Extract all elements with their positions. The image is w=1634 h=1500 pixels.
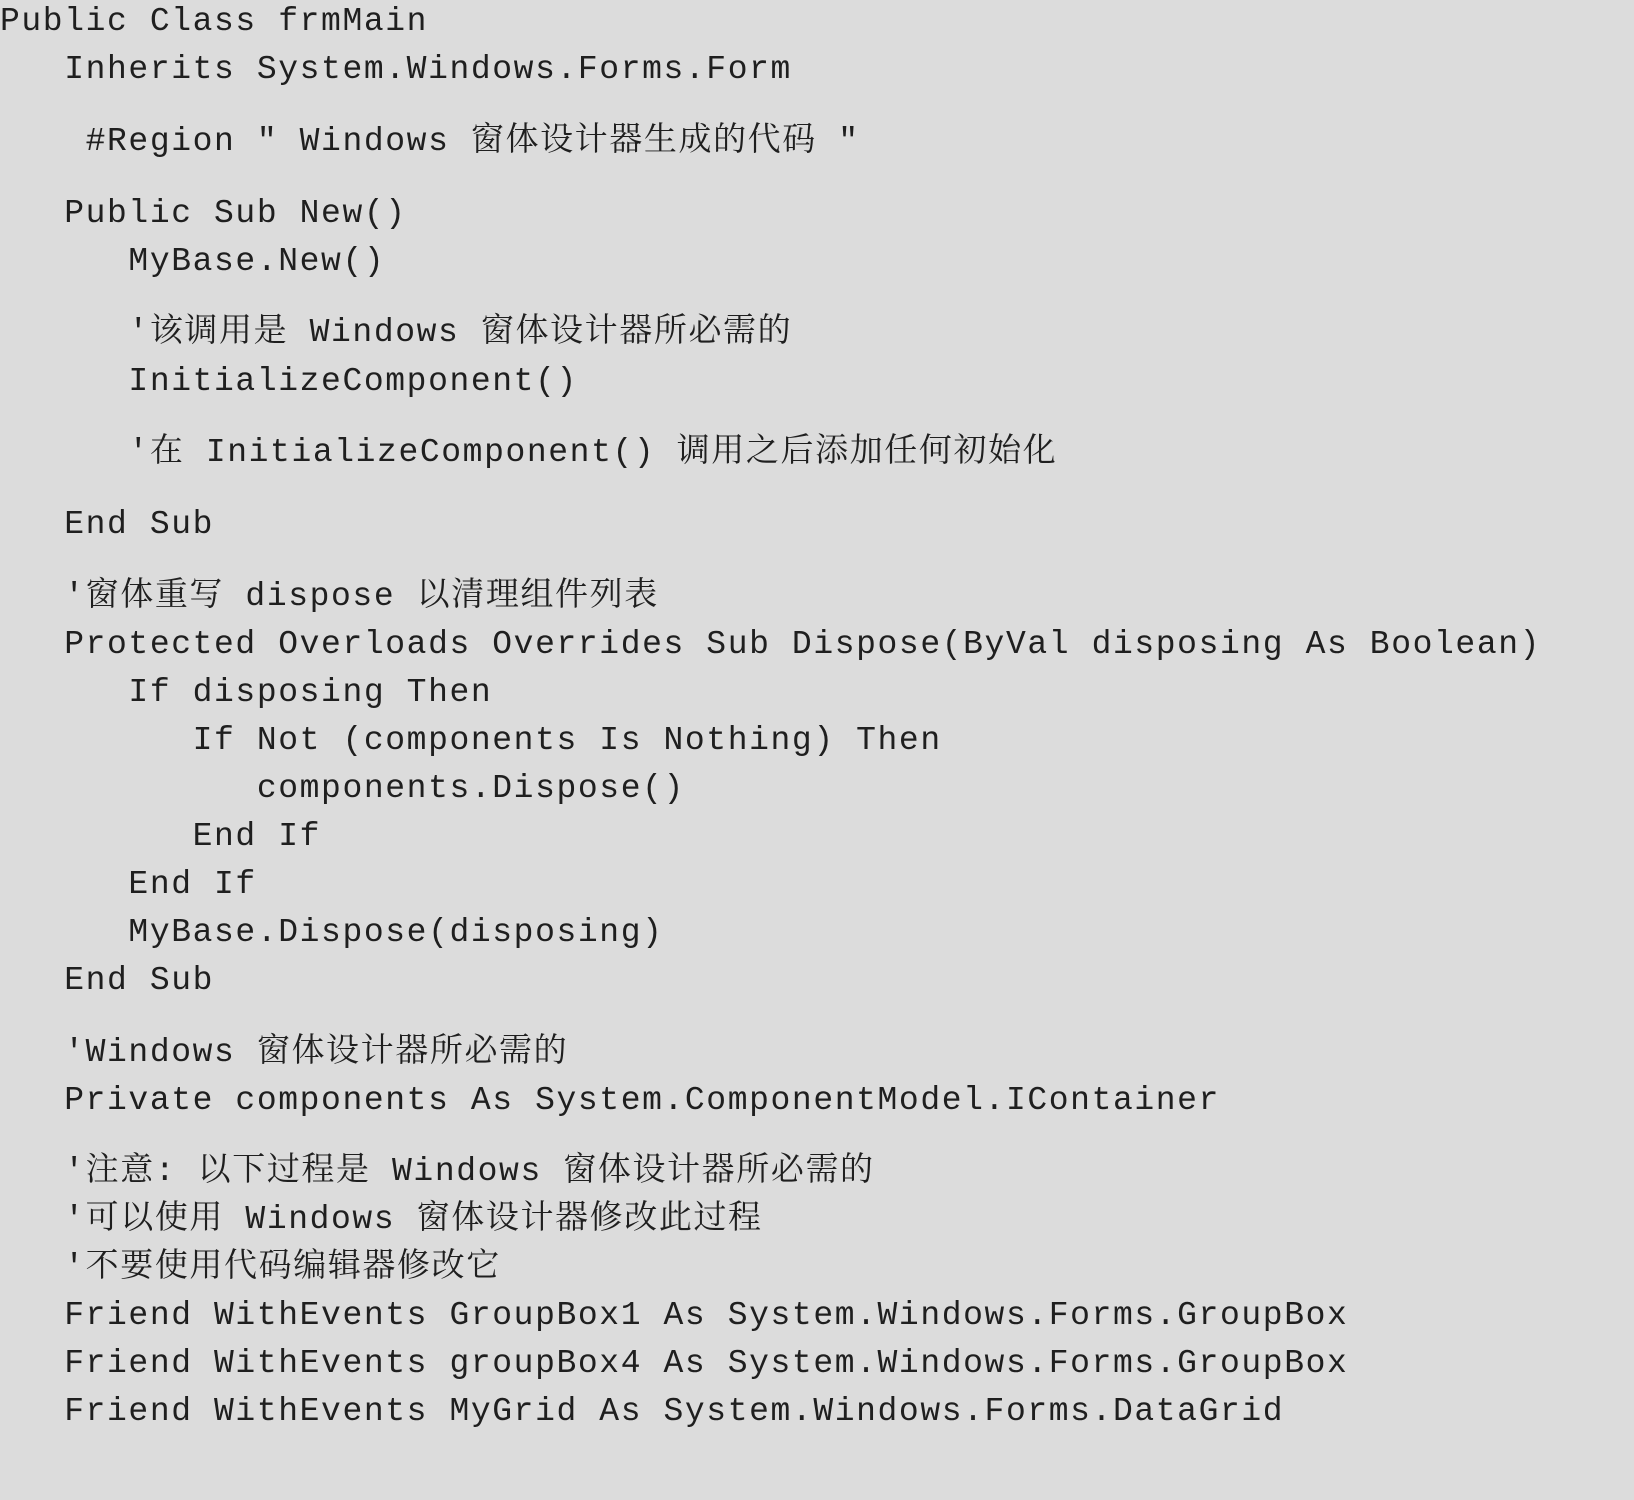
- code-line-11: Protected Overloads Overrides Sub Dispose(ByVal disposing As Boolean): [0, 626, 1542, 663]
- code-line-1: Public Class frmMain: [0, 3, 429, 40]
- code-line-18: End Sub: [0, 962, 215, 999]
- code-line-14: components.Dispose(): [0, 770, 685, 807]
- code-line-23: '不要使用代码编辑器修改它: [0, 1249, 501, 1286]
- code-line-6: '该调用是 Windows 窗体设计器所必需的: [0, 314, 793, 351]
- code-line-4: Public Sub New(): [0, 195, 407, 232]
- code-line-2: Inherits System.Windows.Forms.Form: [0, 51, 792, 88]
- code-line-13: If Not (components Is Nothing) Then: [0, 722, 942, 759]
- code-line-5: MyBase.New(): [0, 243, 386, 280]
- code-line-8: '在 InitializeComponent() 调用之后添加任何初始化: [0, 434, 1058, 471]
- code-line-20: Private components As System.ComponentModel.IContainer: [0, 1082, 1220, 1119]
- code-line-24: Friend WithEvents GroupBox1 As System.Windows.Forms.GroupBox: [0, 1297, 1349, 1334]
- code-line-17: MyBase.Dispose(disposing): [0, 914, 664, 951]
- code-line-25: Friend WithEvents groupBox4 As System.Windows.Forms.GroupBox: [0, 1345, 1349, 1382]
- code-line-22: '可以使用 Windows 窗体设计器修改此过程: [0, 1201, 763, 1238]
- code-line-12: If disposing Then: [0, 674, 493, 711]
- code-line-10: '窗体重写 dispose 以清理组件列表: [0, 578, 659, 615]
- code-line-16: End If: [0, 866, 257, 903]
- code-line-9: End Sub: [0, 506, 215, 543]
- code-line-19: 'Windows 窗体设计器所必需的: [0, 1034, 569, 1071]
- code-line-15: End If: [0, 818, 322, 855]
- code-line-21: '注意: 以下过程是 Windows 窗体设计器所必需的: [0, 1153, 875, 1190]
- code-line-7: InitializeComponent(): [0, 363, 578, 400]
- code-line-26: Friend WithEvents MyGrid As System.Windows.Forms.DataGrid: [0, 1393, 1285, 1430]
- code-line-3: #Region " Windows 窗体设计器生成的代码 ": [0, 123, 860, 160]
